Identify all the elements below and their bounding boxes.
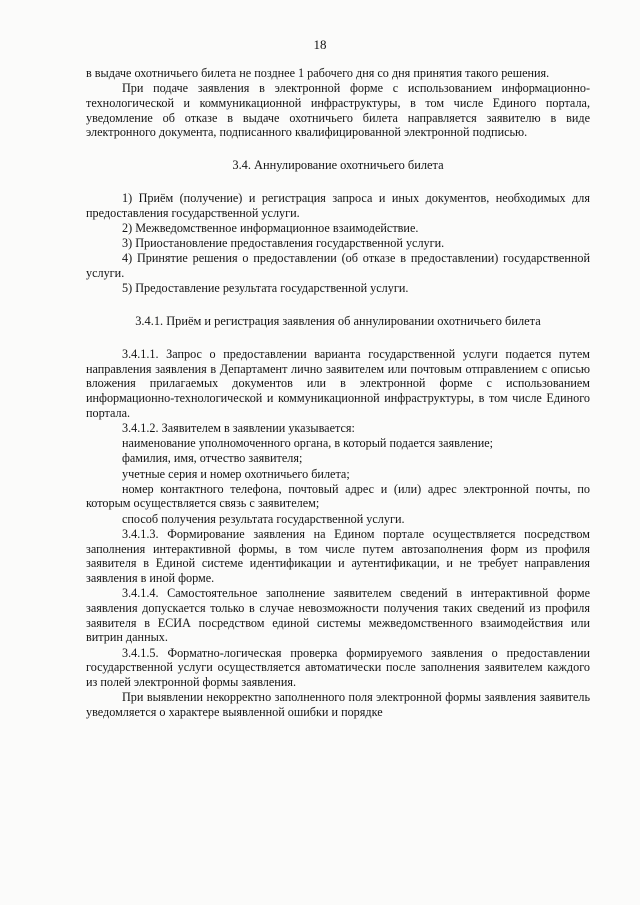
list-item: 5) Предоставление результата государственной услуги.	[122, 281, 409, 296]
list-item: 1) Приём (получение) и регистрация запроса и иных документов, необходимых для предоставления государственной услуги.	[86, 191, 590, 220]
paragraph: в выдаче охотничьего билета не позднее 1 рабочего дня со дня принятия такого решения.	[86, 66, 550, 80]
page-number: 18	[313, 37, 327, 52]
list-item: 2) Межведомственное информационное взаимодействие.	[122, 220, 419, 235]
list-item: 3) Приостановление предоставления государственной услуги.	[122, 236, 445, 251]
list-item: 4) Принятие решения о предоставлении (об отказе в предоставлении) государственной услуги.	[86, 251, 590, 281]
paragraph: фамилия, имя, отчество заявителя;	[122, 451, 303, 466]
paragraph: 3.4.1.5. Форматно-логическая проверка формируемого заявления о предоставлении государственной услуги осуществляется автоматически после заполнения заявителем каждого из полей электронной формы заявления.	[86, 645, 590, 689]
paragraph: наименование уполномоченного органа, в который подается заявление;	[122, 436, 494, 451]
paragraph: При выявлении некорректно заполненного поля электронной формы заявления заявитель уведомляется о характере выявленной ошибки и порядке	[86, 690, 590, 719]
paragraph: 3.4.1.3. Формирование заявления на Едином портале осуществляется посредством заполнения интерактивной формы, в том числе путем автозаполнения форм из профиля заявителя в Единой системе идентификации и аутентификации, и не требует направления заявления в иной форме.	[86, 526, 590, 585]
section-heading: 3.4. Аннулирование охотничьего билета	[232, 158, 444, 173]
paragraph: номер контактного телефона, почтовый адрес и (или) адрес электронной почты, по которым осуществляется связь с заявителем;	[86, 481, 590, 511]
subsection-heading: 3.4.1. Приём и регистрация заявления об аннулировании охотничьего билета	[135, 313, 541, 328]
paragraph: способ получения результата государственной услуги.	[122, 511, 405, 526]
paragraph: 3.4.1.2. Заявителем в заявлении указывается:	[122, 420, 355, 435]
paragraph: 3.4.1.4. Самостоятельное заполнение заявителем сведений в интерактивной форме заявления допускается только в случае невозможности получения таких сведений из профиля заявителя в ЕСИА посредством единой системы межведомственного взаимодействия или витрин данных.	[86, 586, 590, 645]
paragraph: учетные серия и номер охотничьего билета;	[122, 466, 350, 481]
paragraph: При подаче заявления в электронной форме с использованием информационно-технологической и коммуникационной инфраструктуры, в том числе Единого портала, уведомление об отказе в выдаче охотничьего билета направляется заявителю в виде электронного документа, подписанного квалифицированной электронной подписью.	[86, 81, 590, 140]
paragraph: 3.4.1.1. Запрос о предоставлении варианта государственной услуги подается путем направления заявления в Департамент лично заявителем или почтовым отправлением с описью вложения прилагаемых документов или в электронной форме с использованием информационно-технологической и коммуникационной инфраструктуры, в том числе Единого портала.	[86, 346, 590, 420]
document-body	[86, 66, 590, 720]
